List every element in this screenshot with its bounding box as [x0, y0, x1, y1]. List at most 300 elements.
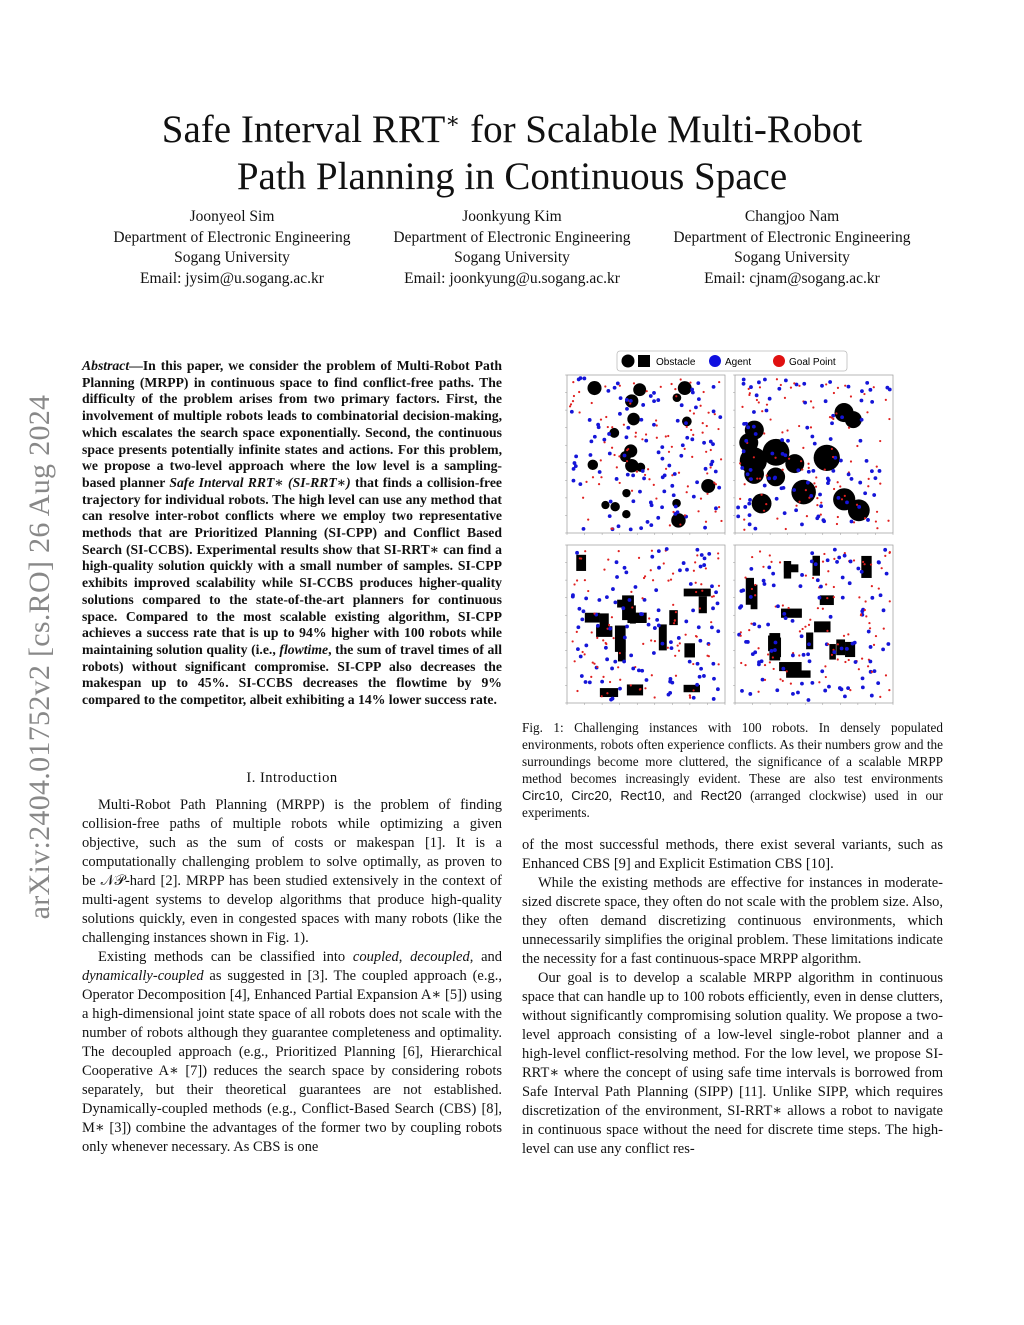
- agent-point: [597, 598, 601, 602]
- agent-point: [661, 475, 665, 479]
- goal-point: [754, 584, 756, 586]
- agent-point: [712, 697, 716, 701]
- goal-point: [647, 468, 649, 470]
- obstacle-circle: [673, 393, 682, 402]
- agent-point: [716, 601, 720, 605]
- goal-point: [684, 514, 686, 516]
- agent-point: [773, 476, 777, 480]
- goal-point: [613, 637, 615, 639]
- agent-point: [580, 674, 584, 678]
- agent-point: [657, 566, 661, 570]
- goal-point: [801, 628, 803, 630]
- goal-point: [848, 427, 850, 429]
- agent-point: [684, 620, 688, 624]
- agent-point: [763, 582, 767, 586]
- agent-point: [625, 398, 629, 402]
- goal-point: [769, 554, 771, 556]
- agent-point: [621, 606, 625, 610]
- agent-point: [704, 467, 708, 471]
- obstacle-circle: [601, 501, 609, 509]
- goal-point: [678, 472, 680, 474]
- agent-point: [718, 415, 722, 419]
- goal-point: [665, 468, 667, 470]
- obstacle-circle: [622, 489, 630, 497]
- goal-point: [875, 635, 877, 637]
- goal-point: [885, 399, 887, 401]
- goal-point: [672, 511, 674, 513]
- agent-point: [616, 382, 620, 386]
- author-name: Changjoo Nam: [744, 208, 840, 225]
- agent-point: [576, 625, 580, 629]
- agent-point: [876, 681, 880, 685]
- agent-point: [711, 662, 715, 666]
- agent-point: [865, 459, 869, 463]
- goal-point: [626, 460, 628, 462]
- goal-point: [573, 583, 575, 585]
- goal-point: [858, 596, 860, 598]
- agent-point: [784, 378, 788, 382]
- goal-point: [608, 624, 610, 626]
- obstacle-rect: [786, 670, 810, 677]
- agent-point: [742, 449, 746, 453]
- agent-point: [607, 432, 611, 436]
- agent-point: [773, 648, 777, 652]
- agent-point: [877, 560, 881, 564]
- goal-point: [816, 497, 818, 499]
- agent-point: [861, 685, 865, 689]
- goal-point: [706, 472, 708, 474]
- goal-point: [767, 653, 769, 655]
- goal-point: [776, 378, 778, 380]
- agent-point: [841, 576, 845, 580]
- goal-point: [705, 567, 707, 569]
- goal-point: [687, 485, 689, 487]
- intro-paragraph-1: Multi-Robot Path Planning (MRPP) is the problem of finding collision-free paths of multiple robots while optimizing a given objective, such as the sum of costs or makespan [1]. It is a computationally challenging problem to solve optimally, as proven to be 𝒩𝒫-hard [2]. MRPP has been studied extensively in the context of multi-agent systems to develop algorithms that produce high-quality solutions quickly, even in congested spaces with many robots (like the challenging instances shown in Fig. 1).: [82, 797, 502, 946]
- goal-point: [759, 477, 761, 479]
- goal-point: [650, 639, 652, 641]
- goal-point: [785, 528, 787, 530]
- goal-point: [837, 643, 839, 645]
- goal-point: [879, 696, 881, 698]
- agent-point: [647, 623, 651, 627]
- agent-point: [608, 452, 612, 456]
- author-block-1: [92, 207, 372, 289]
- goal-point: [831, 654, 833, 656]
- agent-point: [749, 477, 753, 481]
- goal-point: [584, 579, 586, 581]
- agent-point: [613, 600, 617, 604]
- agent-point: [883, 548, 887, 552]
- agent-point: [702, 674, 706, 678]
- goal-point: [689, 697, 691, 699]
- goal-point: [656, 437, 658, 439]
- goal-point: [743, 529, 745, 531]
- agent-point: [657, 608, 661, 612]
- agent-point: [600, 680, 604, 684]
- agent-point: [840, 647, 844, 651]
- goal-point: [705, 451, 707, 453]
- goal-point: [816, 504, 818, 506]
- author-name: Joonkyung Kim: [462, 208, 562, 225]
- right-column-body: [522, 836, 943, 1159]
- agent-point: [845, 501, 849, 505]
- goal-point: [835, 412, 837, 414]
- goal-point: [780, 384, 782, 386]
- goal-point: [708, 644, 710, 646]
- goal-point: [717, 552, 719, 554]
- agent-point: [794, 508, 798, 512]
- agent-point: [669, 677, 673, 681]
- paper-title: [112, 97, 912, 200]
- goal-point: [619, 679, 621, 681]
- goal-point: [696, 554, 698, 556]
- agent-point: [634, 585, 638, 589]
- goal-point: [827, 643, 829, 645]
- agent-point: [870, 400, 874, 404]
- agent-point: [857, 505, 861, 509]
- goal-point: [609, 681, 611, 683]
- goal-point: [684, 448, 686, 450]
- author-email: Email: cjnam@sogang.ac.kr: [704, 269, 880, 287]
- goal-point: [644, 687, 646, 689]
- agent-point: [736, 514, 740, 518]
- agent-point: [711, 606, 715, 610]
- agent-point: [800, 682, 804, 686]
- agent-point: [642, 477, 646, 481]
- right-paragraph-2: While the existing methods are effective for instances in moderate-sized discrete space, they often do not scale with the problem size. Also, they often demand discretizing continuous environments, which unnecessarily simplifies the original problem. These limitations indicate the necessity for a fast continuous-space MRPP algorithm.: [522, 875, 943, 967]
- author-univ: Sogang University: [734, 249, 850, 266]
- goal-point: [653, 484, 655, 486]
- goal-point: [663, 562, 665, 564]
- agent-point: [625, 435, 629, 439]
- goal-point: [718, 381, 720, 383]
- agent-point: [781, 452, 785, 456]
- goal-point: [630, 684, 632, 686]
- agent-point: [608, 514, 612, 518]
- agent-point: [767, 477, 771, 481]
- agent-point: [615, 575, 619, 579]
- goal-point: [706, 493, 708, 495]
- goal-point: [822, 608, 824, 610]
- obstacle-circle: [752, 494, 772, 514]
- goal-point: [856, 445, 858, 447]
- agent-point: [700, 553, 704, 557]
- goal-point: [670, 383, 672, 385]
- goal-point: [798, 385, 800, 387]
- goal-point: [668, 451, 670, 453]
- legend-goal-label: Goal Point: [789, 357, 836, 368]
- agent-point: [800, 634, 804, 638]
- goal-point: [582, 497, 584, 499]
- goal-point: [825, 383, 827, 385]
- agent-point: [657, 624, 661, 628]
- goal-point: [679, 523, 681, 525]
- goal-point: [807, 463, 809, 465]
- agent-point: [624, 570, 628, 574]
- goal-point: [607, 426, 609, 428]
- goal-point: [572, 640, 574, 642]
- goal-point: [593, 613, 595, 615]
- legend-obstacle-square-icon: [638, 355, 650, 367]
- goal-point: [691, 456, 693, 458]
- obstacle-rect: [576, 555, 586, 571]
- agent-point: [780, 486, 784, 490]
- agent-point: [574, 455, 578, 459]
- panel-rect20: [565, 545, 725, 705]
- goal-point: [672, 573, 674, 575]
- goal-point: [750, 623, 752, 625]
- agent-point: [695, 683, 699, 687]
- agent-point: [816, 578, 820, 582]
- goal-point: [607, 559, 609, 561]
- goal-point: [592, 661, 594, 663]
- goal-point: [798, 654, 800, 656]
- agent-point: [588, 680, 592, 684]
- agent-point: [710, 625, 714, 629]
- agent-point: [623, 454, 627, 458]
- goal-point: [655, 419, 657, 421]
- goal-point: [610, 528, 612, 530]
- agent-point: [598, 470, 602, 474]
- goal-point: [669, 524, 671, 526]
- agent-point: [782, 612, 786, 616]
- agent-point: [740, 689, 744, 693]
- agent-point: [657, 450, 661, 454]
- goal-point: [860, 613, 862, 615]
- goal-point: [751, 556, 753, 558]
- agent-point: [622, 660, 626, 664]
- agent-point: [672, 493, 676, 497]
- agent-point: [770, 452, 774, 456]
- goal-point: [618, 550, 620, 552]
- goal-point: [667, 647, 669, 649]
- agent-point: [810, 551, 814, 555]
- agent-point: [815, 516, 819, 520]
- agent-point: [840, 415, 844, 419]
- agent-point: [660, 505, 664, 509]
- agent-point: [623, 566, 627, 570]
- agent-point: [802, 653, 806, 657]
- agent-point: [631, 473, 635, 477]
- agent-point: [650, 555, 654, 559]
- obstacle-rect: [861, 556, 871, 578]
- goal-point: [714, 510, 716, 512]
- agent-point: [746, 472, 750, 476]
- goal-point: [760, 494, 762, 496]
- goal-point: [889, 600, 891, 602]
- agent-point: [656, 516, 660, 520]
- goal-point: [641, 438, 643, 440]
- goal-point: [805, 489, 807, 491]
- goal-point: [812, 577, 814, 579]
- agent-point: [814, 562, 818, 566]
- goal-point: [692, 663, 694, 665]
- goal-point: [871, 671, 873, 673]
- agent-point: [578, 607, 582, 611]
- agent-point: [698, 639, 702, 643]
- agent-point: [673, 472, 677, 476]
- agent-point: [714, 590, 718, 594]
- goal-point: [833, 392, 835, 394]
- right-paragraph-3: Our goal is to develop a scalable MRPP algorithm in continuous space that can handle up to 100 robots efficiently, even in dense clutters, without significantly compromising solution quality. We propose a two-level approach consisting of a low-level single-robot planner and a high-level conflict-resolving method. For the low level, we propose SI-RRT∗ where the concept of using safe time intervals is borrowed from Safe Interval Path Planning (SIPP) [11]. Unlike SIPP, which requires discretization of the environment, SI-RRT∗ allows a robot to navigate in continuous space without the need for discrete time steps. The high-level can use any conflict res-: [522, 970, 943, 1157]
- agent-point: [691, 608, 695, 612]
- goal-point: [572, 400, 574, 402]
- obstacle-circle: [791, 480, 816, 505]
- goal-point: [720, 458, 722, 460]
- author-block-2: [372, 207, 652, 289]
- goal-point: [582, 651, 584, 653]
- agent-point: [645, 678, 649, 682]
- agent-point: [882, 608, 886, 612]
- goal-point: [744, 483, 746, 485]
- goal-point: [870, 563, 872, 565]
- goal-point: [808, 467, 810, 469]
- goal-point: [801, 468, 803, 470]
- agent-point: [640, 612, 644, 616]
- goal-point: [677, 644, 679, 646]
- goal-point: [748, 629, 750, 631]
- agent-point: [849, 560, 853, 564]
- agent-point: [736, 506, 740, 510]
- agent-point: [626, 473, 630, 477]
- agent-point: [763, 378, 767, 382]
- agent-point: [810, 559, 814, 563]
- goal-point: [799, 630, 801, 632]
- agent-point: [740, 466, 744, 470]
- agent-point: [692, 495, 696, 499]
- goal-point: [689, 410, 691, 412]
- goal-point: [636, 471, 638, 473]
- goal-point: [764, 679, 766, 681]
- agent-point: [684, 421, 688, 425]
- goal-point: [605, 643, 607, 645]
- agent-point: [774, 641, 778, 645]
- agent-point: [810, 681, 814, 685]
- goal-point: [696, 636, 698, 638]
- goal-point: [580, 557, 582, 559]
- goal-point: [648, 478, 650, 480]
- goal-point: [743, 519, 745, 521]
- agent-point: [702, 441, 706, 445]
- legend-agent-icon: [709, 355, 721, 367]
- goal-point: [606, 692, 608, 694]
- goal-point: [773, 668, 775, 670]
- agent-point: [689, 582, 693, 586]
- goal-point: [591, 631, 593, 633]
- agent-point: [870, 694, 874, 698]
- author-univ: Sogang University: [174, 249, 290, 266]
- goal-point: [867, 485, 869, 487]
- arxiv-stamp: [20, 347, 60, 967]
- agent-point: [848, 581, 852, 585]
- agent-point: [712, 410, 716, 414]
- agent-point: [619, 396, 623, 400]
- goal-point: [759, 386, 761, 388]
- goal-point: [654, 640, 656, 642]
- goal-point: [619, 482, 621, 484]
- goal-point: [700, 583, 702, 585]
- agent-point: [613, 386, 617, 390]
- goal-point: [788, 607, 790, 609]
- agent-point: [803, 401, 807, 405]
- agent-point: [657, 549, 661, 553]
- goal-point: [578, 391, 580, 393]
- goal-point: [856, 504, 858, 506]
- goal-point: [883, 628, 885, 630]
- agent-point: [847, 472, 851, 476]
- legend-goal-icon: [773, 355, 785, 367]
- goal-point: [837, 387, 839, 389]
- agent-point: [831, 469, 835, 473]
- goal-point: [598, 483, 600, 485]
- goal-point: [631, 490, 633, 492]
- goal-point: [788, 458, 790, 460]
- agent-point: [629, 527, 633, 531]
- agent-point: [749, 385, 753, 389]
- goal-point: [596, 666, 598, 668]
- agent-point: [843, 694, 847, 698]
- goal-point: [740, 662, 742, 664]
- agent-point: [681, 443, 685, 447]
- goal-point: [630, 591, 632, 593]
- obstacle-circle: [701, 479, 715, 493]
- goal-point: [720, 520, 722, 522]
- goal-point: [641, 597, 643, 599]
- agent-point: [596, 624, 600, 628]
- goal-point: [836, 523, 838, 525]
- goal-point: [591, 402, 593, 404]
- agent-point: [584, 597, 588, 601]
- intro-paragraph-2: Existing methods can be classified into coupled, decoupled, and dynamically-coupled as suggested in [3]. The coupled approach (e.g., Operator Decomposition [4], Enhanced Partial Expansion A∗ [5]) using a high-dimensional joint state space of all robots does not scale with the number of robots although they guarantee completeness and optimality. The decoupled approach (e.g., Prioritized Planning [6], Hierarchical Cooperative A∗ [7]) reduces the search space by considering robots separately, but their theoretical guarantees are not established. Dynamically-coupled methods (e.g., Conflict-Based Search (CBS) [8], M∗ [3]) combine the advantages of the former two by coupling robots only whenever necessary. As CBS is one: [82, 949, 503, 1155]
- goal-point: [833, 586, 835, 588]
- goal-point: [667, 580, 669, 582]
- agent-point: [775, 688, 779, 692]
- goal-point: [832, 456, 834, 458]
- obstacle-circle: [671, 513, 685, 527]
- goal-point: [674, 388, 676, 390]
- agent-point: [754, 432, 758, 436]
- agent-point: [589, 453, 593, 457]
- agent-point: [850, 520, 854, 524]
- goal-point: [686, 491, 688, 493]
- agent-point: [792, 488, 796, 492]
- agent-point: [835, 560, 839, 564]
- agent-point: [748, 522, 752, 526]
- agent-point: [577, 378, 581, 382]
- goal-point: [587, 518, 589, 520]
- goal-point: [776, 518, 778, 520]
- goal-point: [693, 689, 695, 691]
- agent-point: [615, 560, 619, 564]
- goal-point: [652, 579, 654, 581]
- goal-point: [705, 521, 707, 523]
- agent-point: [765, 409, 769, 413]
- goal-point: [885, 674, 887, 676]
- obstacle-rect: [820, 595, 834, 605]
- agent-point: [828, 380, 832, 384]
- agent-point: [652, 399, 656, 403]
- goal-point: [644, 474, 646, 476]
- goal-point: [573, 395, 575, 397]
- abstract: [82, 358, 502, 709]
- goal-point: [887, 520, 889, 522]
- goal-point: [795, 505, 797, 507]
- goal-point: [689, 694, 691, 696]
- agent-point: [873, 669, 877, 673]
- goal-point: [765, 503, 767, 505]
- agent-point: [775, 497, 779, 501]
- agent-point: [661, 457, 665, 461]
